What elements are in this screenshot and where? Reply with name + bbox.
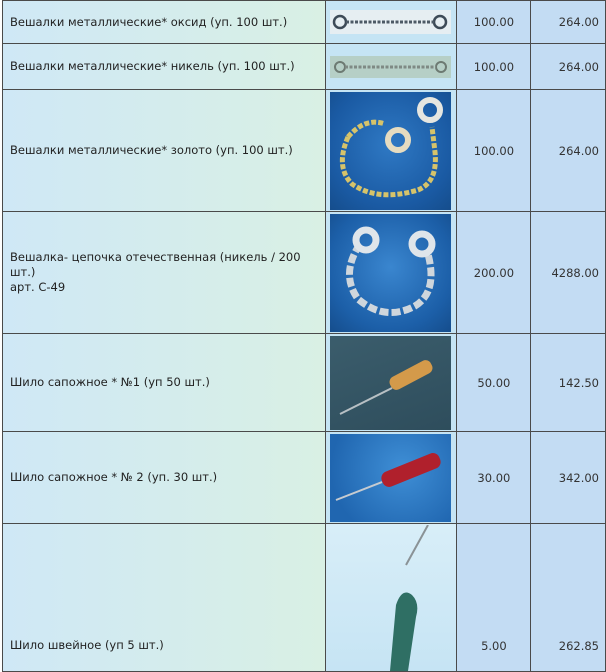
product-price: 262.85 — [531, 524, 606, 672]
product-name: Вешалки металлические* никель (уп. 100 шт.) — [2, 44, 326, 90]
table-row — [2, 90, 606, 212]
product-price: 264.00 — [531, 90, 606, 212]
product-qty: 5.00 — [457, 524, 531, 672]
table-row — [2, 44, 606, 90]
product-qty: 100.00 — [457, 90, 531, 212]
table-row — [2, 212, 606, 334]
product-name: Вешалки металлические* золото (уп. 100 шт.) — [2, 90, 326, 212]
product-price: 264.00 — [531, 0, 606, 44]
product-name: Шило швейное (уп 5 шт.) — [2, 524, 326, 672]
product-price: 264.00 — [531, 44, 606, 90]
product-price: 4288.00 — [531, 212, 606, 334]
product-name: Вешалка- цепочка отечественная (никель / 200 шт.) арт. С-49 — [2, 212, 326, 334]
product-image-cell — [326, 524, 458, 672]
product-image-cell — [326, 212, 458, 334]
awl-sewing-thumbnail[interactable] — [330, 525, 451, 671]
product-image-cell — [326, 432, 458, 524]
chain-gold-thumbnail[interactable] — [330, 92, 451, 210]
product-qty: 100.00 — [457, 0, 531, 44]
chain-nickel-thumbnail[interactable] — [330, 56, 451, 78]
awl-2-thumbnail[interactable] — [330, 434, 451, 522]
product-name: Шило сапожное * №1 (уп 50 шт.) — [2, 334, 326, 432]
product-name: Шило сапожное * № 2 (уп. 30 шт.) — [2, 432, 326, 524]
product-price: 142.50 — [531, 334, 606, 432]
awl-1-thumbnail[interactable] — [330, 336, 451, 430]
product-qty: 100.00 — [457, 44, 531, 90]
table-row — [2, 0, 606, 44]
product-name: Вешалки металлические* оксид (уп. 100 шт.) — [2, 0, 326, 44]
table-row — [2, 432, 606, 524]
product-qty: 200.00 — [457, 212, 531, 334]
table-row — [2, 334, 606, 432]
product-image-cell — [326, 334, 458, 432]
product-image-cell — [326, 90, 458, 212]
chain-oxide-thumbnail[interactable] — [330, 10, 451, 34]
product-image-cell — [326, 44, 458, 90]
product-qty: 50.00 — [457, 334, 531, 432]
product-table — [2, 0, 606, 672]
table-row — [2, 524, 606, 672]
chain-c49-thumbnail[interactable] — [330, 214, 451, 332]
product-qty: 30.00 — [457, 432, 531, 524]
product-price: 342.00 — [531, 432, 606, 524]
product-image-cell — [326, 0, 458, 44]
